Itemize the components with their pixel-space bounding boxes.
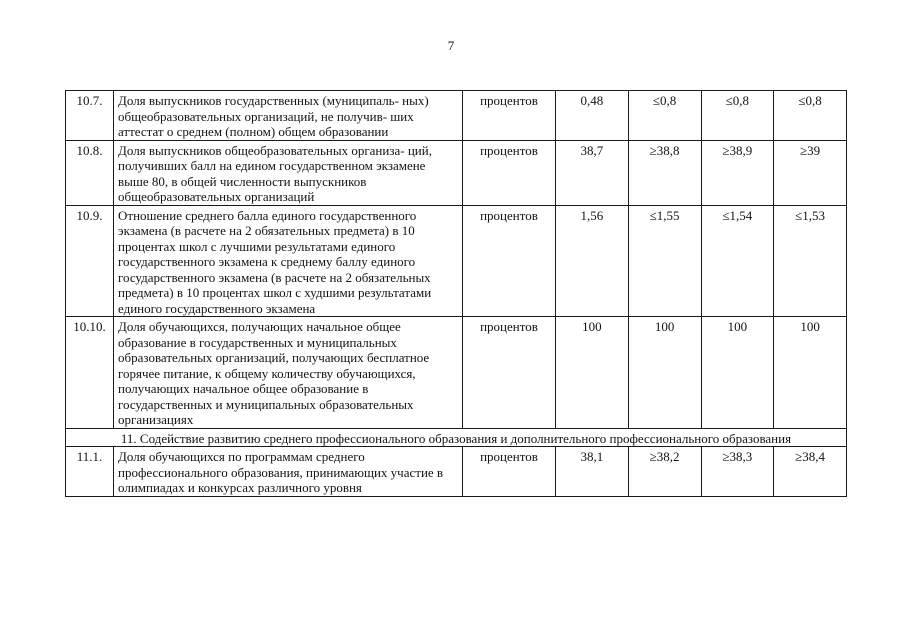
indicators-table (65, 90, 847, 497)
table-row-10-7 (66, 91, 847, 141)
unit-cell: процентов (463, 317, 556, 429)
value-cell-year-2: ≤1,54 (701, 205, 774, 317)
row-number: 10.8. (66, 140, 114, 205)
value-cell-year-2: 100 (701, 317, 774, 429)
value-cell-year-2: ≤0,8 (701, 91, 774, 141)
unit-cell: процентов (463, 205, 556, 317)
row-number: 10.10. (66, 317, 114, 429)
value-cell-year-1: ≥38,2 (628, 447, 701, 497)
section-header-row (66, 428, 847, 447)
table-row-11-1 (66, 447, 847, 497)
unit-cell: процентов (463, 91, 556, 141)
value-cell-year-3: 100 (774, 317, 847, 429)
unit-cell: процентов (463, 447, 556, 497)
indicator-name: Отношение среднего балла единого государственного экзамена (в расчете на 2 обязательных предмета) в 10 процентах школ с лучшими результатами единого государственного экзамена к среднему баллу единого государственного экзамена (в расчете на 2 обязательных предмета) в 10 процентах школ с худшими результатами единого государственного экзамена (114, 205, 463, 317)
value-cell-year-1: ≤0,8 (628, 91, 701, 141)
table-row-10-8 (66, 140, 847, 205)
row-number: 11.1. (66, 447, 114, 497)
value-cell-year-1: 100 (628, 317, 701, 429)
value-cell-year-2: ≥38,3 (701, 447, 774, 497)
unit-cell: процентов (463, 140, 556, 205)
value-cell-year-3: ≤1,53 (774, 205, 847, 317)
table-row-10-10 (66, 317, 847, 429)
value-cell-year-2: ≥38,9 (701, 140, 774, 205)
value-cell-year-3: ≤0,8 (774, 91, 847, 141)
value-cell-year-3: ≥39 (774, 140, 847, 205)
value-cell-year-1: ≤1,55 (628, 205, 701, 317)
value-cell-base: 38,1 (556, 447, 629, 497)
row-number: 10.9. (66, 205, 114, 317)
indicator-name: Доля обучающихся, получающих начальное общее образование в государственных и муниципальных образовательных организаций, получающих бесплатное горячее питание, к общему количеству обучающихся, получающих начальное общее образование в государственных и муниципальных образовательных организациях (114, 317, 463, 429)
indicator-name: Доля выпускников общеобразовательных организа- ций, получивших балл на едином государственном экзамене выше 80, в общей численности выпускников общеобразовательных организаций (114, 140, 463, 205)
table-row-10-9 (66, 205, 847, 317)
indicator-name: Доля выпускников государственных (муниципаль- ных) общеобразовательных организаций, не получив- ших аттестат о среднем (полном) общем образовании (114, 91, 463, 141)
value-cell-base: 1,56 (556, 205, 629, 317)
value-cell-year-3: ≥38,4 (774, 447, 847, 497)
value-cell-base: 0,48 (556, 91, 629, 141)
page-number: 7 (447, 38, 455, 53)
indicator-name: Доля обучающихся по программам среднего профессионального образования, принимающих участие в олимпиадах и конкурсах различного уровня (114, 447, 463, 497)
value-cell-base: 100 (556, 317, 629, 429)
value-cell-base: 38,7 (556, 140, 629, 205)
value-cell-year-1: ≥38,8 (628, 140, 701, 205)
row-number: 10.7. (66, 91, 114, 141)
section-title: 11. Содействие развитию среднего профессионального образования и дополнительного профессионального образования (66, 428, 847, 447)
